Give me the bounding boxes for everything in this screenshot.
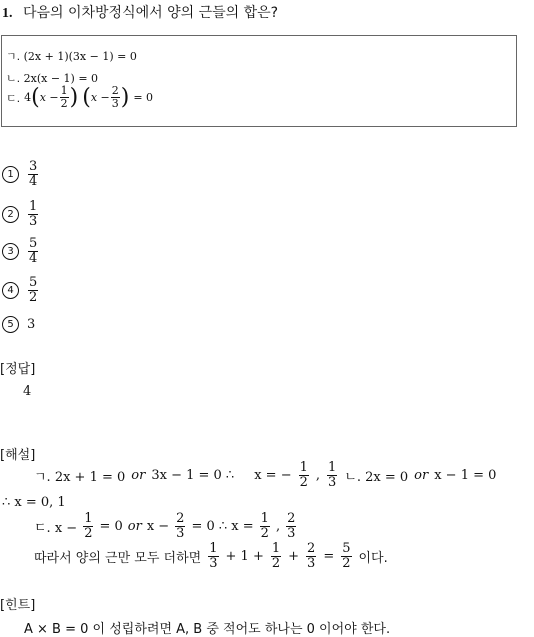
option-mark: 1 (2, 166, 19, 183)
fraction: $\frac{2}{3}$ (307, 541, 316, 571)
condition-d: ㄷ. 4 ( x − $\frac{1}{2}$ ) ( x − $\frac{2}{3}$ ) = 0 (6, 84, 154, 110)
fraction: $\frac{3}{4}$ (29, 159, 38, 189)
option-mark: 4 (2, 282, 19, 299)
fraction: $\frac{2}{3}$ (111, 84, 119, 110)
fraction: $\frac{5}{2}$ (29, 275, 38, 305)
fraction: $\frac{2}{3}$ (287, 511, 296, 541)
option-value: 3 (27, 317, 36, 332)
option-3[interactable] (2, 237, 39, 265)
option-5[interactable] (2, 316, 35, 333)
option-1[interactable] (2, 160, 39, 188)
option-mark: 2 (2, 206, 19, 223)
fraction: $\frac{2}{3}$ (176, 511, 185, 541)
answer-value: 4 (23, 384, 32, 399)
solution-line-4: 따라서 양의 근만 모두 더하면 $\frac{1}{3}$ + 1 + $\frac{1}{2}$ + $\frac{2}{3}$ = $\frac{5}{2}$ 이다. (34, 541, 388, 571)
solution-label: [해설] (0, 448, 36, 463)
solution-line-1: ㄱ. 2x + 1 = 0 or 3x − 1 = 0 ∴ x = − $\frac{1}{2}$ , $\frac{1}{3}$ ㄴ. 2x = 0 or x − 1 = 0 (34, 460, 497, 490)
fraction: $\frac{1}{2}$ (299, 460, 308, 490)
solution-line-2: ∴ x = 0, 1 (2, 495, 66, 510)
fraction: $\frac{1}{2}$ (60, 84, 68, 110)
hint-label: [힌트] (0, 598, 36, 613)
answer-label: [정답] (0, 362, 36, 377)
fraction: $\frac{1}{2}$ (260, 511, 269, 541)
fraction: $\frac{5}{2}$ (342, 541, 351, 571)
fraction: $\frac{1}{2}$ (84, 511, 93, 541)
hint-text: A × B = 0 이 성립하려면 A, B 중 적어도 하나는 0 이어야 한다. (24, 622, 391, 637)
solution-line-3: ㄷ. x − $\frac{1}{2}$ = 0 or x − $\frac{2}{3}$ = 0 ∴ x = $\frac{1}{2}$ , $\frac{2}{3}$ (34, 511, 296, 541)
fraction: $\frac{1}{3}$ (209, 541, 218, 571)
condition-g: ㄱ. (2x + 1)(3x − 1) = 0 (6, 50, 137, 63)
fraction: $\frac{1}{3}$ (29, 199, 38, 229)
option-mark: 5 (2, 316, 19, 333)
option-mark: 3 (2, 243, 19, 260)
option-4[interactable] (2, 276, 39, 304)
option-2[interactable] (2, 200, 39, 228)
fraction: $\frac{1}{2}$ (271, 541, 281, 571)
fraction: $\frac{5}{4}$ (29, 236, 38, 266)
question-title (2, 2, 278, 22)
condition-n: ㄴ. 2x(x − 1) = 0 (6, 72, 99, 85)
question-text: 다음의 이차방정식에서 양의 근들의 합은? (22, 5, 279, 21)
fraction: $\frac{1}{3}$ (328, 460, 337, 490)
question-number: 1. (2, 6, 13, 21)
